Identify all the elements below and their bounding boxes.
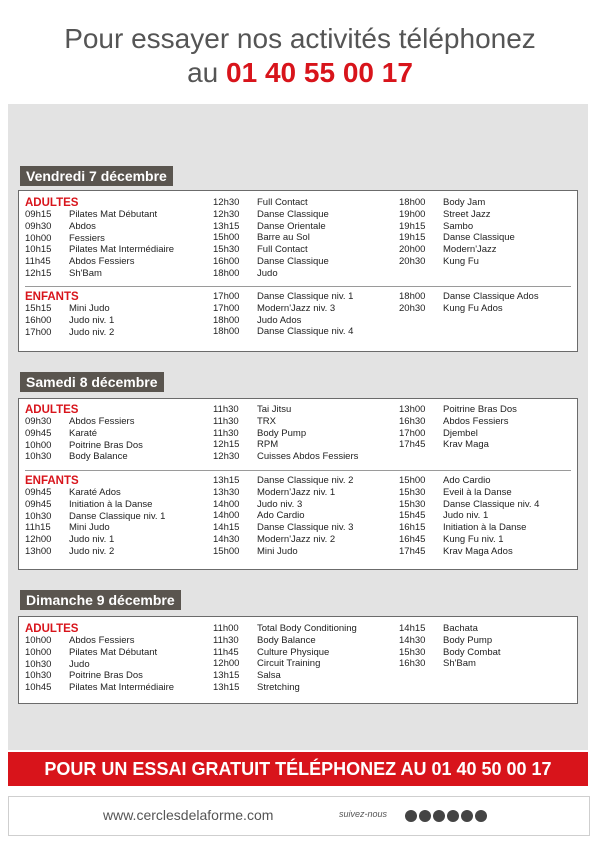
class-time: 13h15 — [213, 670, 240, 682]
class-name: Modern'Jazz niv. 1 — [257, 486, 336, 498]
class-name: Krav Maga Ados — [443, 545, 513, 557]
class-row — [213, 451, 358, 463]
class-row — [399, 244, 515, 256]
class-time: 16h30 — [399, 658, 426, 670]
class-row — [213, 268, 329, 280]
class-name: Abdos Fessiers — [69, 256, 135, 268]
class-time: 15h45 — [399, 510, 426, 522]
class-name: Initiation à la Danse — [69, 498, 153, 510]
class-row — [213, 428, 358, 440]
class-name: Street Jazz — [443, 208, 491, 220]
class-row — [25, 451, 143, 463]
class-time: 15h15 — [25, 303, 52, 314]
class-name: Mini Judo — [69, 303, 110, 314]
class-time: 10h30 — [25, 670, 52, 682]
class-row — [25, 647, 174, 659]
class-time: 18h00 — [213, 314, 240, 326]
class-name: Bachata — [443, 623, 478, 634]
section-title: ADULTES — [25, 197, 79, 209]
class-time: 10h30 — [25, 510, 52, 522]
class-time: 15h00 — [399, 475, 426, 486]
class-row — [213, 416, 358, 428]
class-time: 16h45 — [399, 533, 426, 545]
class-time: 15h30 — [399, 486, 426, 498]
day-label-samedi: Samedi 8 décembre — [20, 372, 164, 392]
class-time: 11h45 — [213, 646, 239, 658]
class-row — [25, 244, 174, 256]
class-name: Kung Fu Ados — [443, 302, 503, 314]
class-time: 15h00 — [213, 232, 240, 244]
class-name: Cuisses Abdos Fessiers — [257, 451, 359, 463]
class-row — [213, 487, 353, 499]
samedi-adultes-col3 — [399, 404, 517, 451]
vendredi-enfants-col3 — [399, 291, 539, 315]
class-row — [399, 256, 515, 268]
section-title: ENFANTS — [25, 475, 79, 487]
class-name: Ado Cardio — [257, 510, 305, 522]
class-time: 12h30 — [213, 197, 240, 208]
class-row — [25, 303, 114, 315]
class-row — [399, 487, 539, 499]
class-row — [25, 268, 174, 280]
blog-icon[interactable] — [475, 810, 487, 822]
follow-label: suivez-nous — [339, 809, 388, 819]
dimanche-adultes-col1 — [25, 623, 174, 694]
class-name: Djembel — [443, 427, 478, 439]
class-row — [213, 682, 357, 694]
footer — [8, 796, 590, 836]
class-row — [399, 197, 515, 209]
class-name: Modern'Jazz niv. 2 — [257, 533, 336, 545]
class-time: 11h45 — [25, 256, 51, 268]
class-time: 11h30 — [213, 404, 239, 415]
class-time: 18h00 — [399, 291, 426, 302]
class-time: 18h00 — [213, 326, 240, 338]
section-title: ADULTES — [25, 623, 79, 635]
class-time: 10h00 — [25, 635, 52, 646]
class-row — [213, 499, 353, 511]
class-time: 10h00 — [25, 439, 52, 451]
class-row — [399, 522, 539, 534]
title-line-1: Pour essayer nos activités téléphonez — [64, 23, 536, 54]
class-time: 14h30 — [399, 634, 426, 646]
class-time: 20h00 — [399, 244, 426, 256]
class-row — [399, 221, 515, 233]
class-row — [25, 416, 143, 428]
class-name: Judo niv. 2 — [69, 545, 115, 557]
pinterest-icon[interactable] — [461, 810, 473, 822]
class-time: 13h15 — [213, 220, 240, 232]
class-time: 17h45 — [399, 439, 426, 451]
class-row — [399, 209, 515, 221]
class-time: 10h00 — [25, 232, 52, 244]
class-time: 18h00 — [399, 197, 426, 208]
class-time: 12h15 — [25, 267, 52, 279]
class-row — [213, 475, 353, 487]
title-line-2 — [0, 56, 600, 90]
class-name: Stretching — [257, 681, 300, 693]
class-row — [399, 475, 539, 487]
class-row — [213, 326, 353, 338]
class-name: Body Pump — [443, 634, 493, 646]
class-row — [399, 623, 501, 635]
class-name: Karaté — [69, 427, 97, 439]
cta-banner[interactable]: POUR UN ESSAI GRATUIT TÉLÉPHONEZ AU 01 40 50 00 17 — [8, 752, 588, 786]
class-time: 19h15 — [399, 220, 426, 232]
class-time: 16h00 — [213, 255, 240, 267]
class-time: 13h15 — [213, 475, 240, 486]
class-row — [25, 487, 165, 499]
facebook-icon[interactable] — [405, 810, 417, 822]
class-name: Judo niv. 3 — [257, 498, 303, 510]
class-time: 14h00 — [213, 510, 240, 522]
class-name: Full Contact — [257, 244, 308, 256]
class-row — [25, 327, 114, 339]
class-time: 13h30 — [213, 486, 240, 498]
class-time: 19h00 — [399, 208, 426, 220]
class-time: 09h45 — [25, 498, 52, 510]
class-name: Circuit Training — [257, 658, 321, 670]
class-time: 17h00 — [25, 326, 52, 338]
samedi-enfants-col1 — [25, 475, 165, 558]
class-row — [399, 510, 539, 522]
class-row — [399, 232, 515, 244]
class-row — [25, 209, 174, 221]
twitter-icon[interactable] — [419, 810, 431, 822]
class-time: 16h30 — [399, 415, 426, 427]
class-row — [399, 534, 539, 546]
class-name: Pilates Mat Débutant — [69, 209, 158, 220]
class-row — [213, 404, 358, 416]
class-time: 17h00 — [213, 302, 240, 314]
class-row — [25, 659, 174, 671]
class-row — [213, 658, 357, 670]
class-row — [25, 670, 174, 682]
class-time: 11h30 — [213, 415, 239, 427]
social-icons — [405, 807, 489, 825]
class-time: 12h15 — [213, 439, 240, 451]
class-name: Body Jam — [443, 197, 486, 208]
class-row — [213, 522, 353, 534]
class-name: Judo niv. 1 — [443, 510, 489, 522]
class-row — [25, 233, 174, 245]
section-divider — [25, 470, 571, 471]
class-time: 12h00 — [25, 534, 52, 546]
class-time: 15h00 — [213, 545, 240, 557]
class-name: Body Pump — [257, 427, 307, 439]
class-name: Body Combat — [443, 646, 501, 658]
class-row — [213, 221, 329, 233]
class-name: Danse Classique niv. 4 — [443, 498, 540, 510]
section-title: ENFANTS — [25, 291, 79, 303]
class-row — [25, 511, 165, 523]
class-row — [213, 546, 353, 558]
class-name: Danse Classique niv. 1 — [257, 291, 354, 302]
class-name: Pilates Mat Intermédiaire — [69, 682, 175, 694]
class-name: Judo niv. 1 — [69, 314, 115, 326]
class-time: 11h30 — [213, 634, 239, 646]
class-row — [213, 534, 353, 546]
day-label-vendredi: Vendredi 7 décembre — [20, 166, 173, 186]
class-name: Total Body Conditioning — [257, 623, 357, 634]
class-time: 12h30 — [213, 451, 240, 463]
class-time: 17h00 — [213, 291, 240, 302]
class-name: Culture Physique — [257, 646, 330, 658]
class-name: Mini Judo — [257, 545, 298, 557]
class-name: Judo niv. 2 — [69, 326, 115, 338]
class-row — [213, 209, 329, 221]
class-row — [399, 416, 517, 428]
class-name: Danse Classique — [257, 208, 329, 220]
samedi-enfants-col3 — [399, 475, 539, 558]
class-time: 18h00 — [213, 267, 240, 279]
class-name: Danse Orientale — [257, 220, 326, 232]
class-name: Poitrine Bras Dos — [69, 439, 143, 451]
class-name: Judo niv. 1 — [69, 534, 115, 546]
class-name: Sh'Bam — [69, 267, 102, 279]
class-row — [25, 256, 174, 268]
class-name: Danse Classique — [257, 255, 329, 267]
samedi-enfants-col2 — [213, 475, 353, 558]
class-time: 19h15 — [399, 232, 426, 244]
class-time: 09h30 — [25, 416, 52, 427]
day-label-dimanche: Dimanche 9 décembre — [20, 590, 181, 610]
class-time: 10h00 — [25, 646, 52, 658]
vendredi-enfants-col2 — [213, 291, 353, 338]
class-time: 10h15 — [25, 244, 52, 256]
class-time: 16h00 — [25, 314, 52, 326]
class-name: Tai Jitsu — [257, 404, 292, 415]
class-row — [25, 635, 174, 647]
class-row — [25, 682, 174, 694]
class-name: Danse Classique niv. 3 — [257, 522, 354, 534]
instagram-icon[interactable] — [433, 810, 445, 822]
day-box-samedi — [18, 398, 578, 570]
class-time: 09h45 — [25, 427, 52, 439]
class-row — [25, 428, 143, 440]
class-name: Pilates Mat Intermédiaire — [69, 244, 175, 256]
class-time: 15h30 — [213, 244, 240, 256]
class-row — [213, 197, 329, 209]
class-time: 16h15 — [399, 522, 426, 534]
class-name: Mini Judo — [69, 522, 110, 534]
class-time: 15h30 — [399, 646, 426, 658]
class-row — [399, 647, 501, 659]
class-time: 14h00 — [213, 498, 240, 510]
class-name: Danse Classique niv. 2 — [257, 475, 354, 486]
class-time: 11h00 — [213, 623, 239, 634]
class-row — [213, 670, 357, 682]
class-name: Fessiers — [69, 232, 105, 244]
class-name: Karaté Ados — [69, 487, 121, 498]
class-row — [399, 499, 539, 511]
class-row — [25, 315, 114, 327]
class-row — [399, 658, 501, 670]
class-name: TRX — [257, 415, 276, 427]
class-row — [399, 428, 517, 440]
class-row — [25, 440, 143, 452]
class-row — [399, 404, 517, 416]
section-title: ADULTES — [25, 404, 79, 416]
class-row — [213, 232, 329, 244]
vendredi-adultes-col3 — [399, 197, 515, 268]
class-time: 10h45 — [25, 682, 52, 694]
class-name: Ado Cardio — [443, 475, 491, 486]
vendredi-adultes-col2 — [213, 197, 329, 280]
class-time: 13h15 — [213, 681, 240, 693]
class-name: Modern'Jazz — [443, 244, 497, 256]
class-name: Krav Maga — [443, 439, 489, 451]
class-row — [213, 256, 329, 268]
class-name: Body Balance — [69, 451, 128, 463]
class-time: 15h30 — [399, 498, 426, 510]
class-name: Body Balance — [257, 634, 316, 646]
class-name: RPM — [257, 439, 279, 451]
dimanche-adultes-col3 — [399, 623, 501, 670]
class-name: Danse Classique niv. 1 — [69, 510, 166, 522]
title-phone[interactable]: 01 40 55 00 17 — [226, 57, 413, 88]
class-time: 14h15 — [399, 623, 426, 634]
class-name: Poitrine Bras Dos — [69, 670, 143, 682]
samedi-adultes-col2 — [213, 404, 358, 463]
class-name: Salsa — [257, 670, 281, 682]
class-name: Abdos Fessiers — [69, 416, 135, 427]
class-name: Danse Classique — [443, 232, 515, 244]
class-time: 20h30 — [399, 302, 426, 314]
class-time: 12h00 — [213, 658, 240, 670]
class-name: Judo — [69, 658, 90, 670]
class-time: 14h30 — [213, 533, 240, 545]
class-name: Abdos — [69, 220, 96, 232]
class-row — [213, 291, 353, 303]
title-prefix: au — [187, 57, 227, 88]
class-name: Initiation à la Danse — [443, 522, 527, 534]
class-row — [213, 647, 357, 659]
class-time: 11h30 — [213, 427, 239, 439]
class-name: Sh'Bam — [443, 658, 476, 670]
class-name: Judo — [257, 267, 278, 279]
class-time: 17h00 — [399, 427, 426, 439]
day-box-dimanche — [18, 616, 578, 704]
class-time: 20h30 — [399, 255, 426, 267]
class-name: Judo Ados — [257, 314, 302, 326]
class-row — [213, 315, 353, 327]
class-name: Poitrine Bras Dos — [443, 404, 517, 415]
class-row — [399, 291, 539, 303]
class-name: Full Contact — [257, 197, 308, 208]
class-time: 14h15 — [213, 522, 240, 534]
class-row — [25, 534, 165, 546]
class-row — [25, 221, 174, 233]
class-name: Danse Classique Ados — [443, 291, 539, 302]
class-row — [399, 635, 501, 647]
class-row — [213, 244, 329, 256]
vendredi-enfants-col1 — [25, 291, 114, 338]
class-time: 09h45 — [25, 487, 52, 498]
class-time: 10h30 — [25, 451, 52, 463]
class-name: Pilates Mat Débutant — [69, 646, 158, 658]
vendredi-adultes-col1 — [25, 197, 174, 280]
class-row — [399, 546, 539, 558]
day-box-vendredi — [18, 190, 578, 352]
class-name: Eveil à la Danse — [443, 486, 512, 498]
class-time: 12h30 — [213, 208, 240, 220]
class-row — [213, 635, 357, 647]
schedule-panel — [8, 104, 588, 750]
samedi-adultes-col1 — [25, 404, 143, 463]
youtube-icon[interactable] — [447, 810, 459, 822]
class-row — [213, 439, 358, 451]
class-row — [213, 510, 353, 522]
class-row — [213, 623, 357, 635]
class-row — [399, 439, 517, 451]
class-time: 17h45 — [399, 545, 426, 557]
dimanche-adultes-col2 — [213, 623, 357, 694]
class-time: 09h30 — [25, 220, 52, 232]
section-divider — [25, 286, 571, 287]
class-name: Kung Fu niv. 1 — [443, 533, 504, 545]
class-time: 09h15 — [25, 209, 52, 220]
class-row — [25, 499, 165, 511]
website-link[interactable]: www.cerclesdelaforme.com — [103, 807, 274, 823]
class-name: Abdos Fessiers — [443, 415, 509, 427]
class-name: Sambo — [443, 220, 474, 232]
class-name: Modern'Jazz niv. 3 — [257, 302, 336, 314]
class-time: 13h00 — [399, 404, 426, 415]
class-row — [25, 546, 165, 558]
class-row — [399, 303, 539, 315]
page-title — [0, 22, 600, 90]
class-name: Danse Classique niv. 4 — [257, 326, 354, 338]
class-time: 13h00 — [25, 545, 52, 557]
class-time: 11h15 — [25, 522, 51, 534]
class-name: Kung Fu — [443, 255, 479, 267]
class-name: Abdos Fessiers — [69, 635, 135, 646]
class-row — [25, 522, 165, 534]
class-row — [213, 303, 353, 315]
class-name: Barre au Sol — [257, 232, 310, 244]
class-time: 10h30 — [25, 658, 52, 670]
